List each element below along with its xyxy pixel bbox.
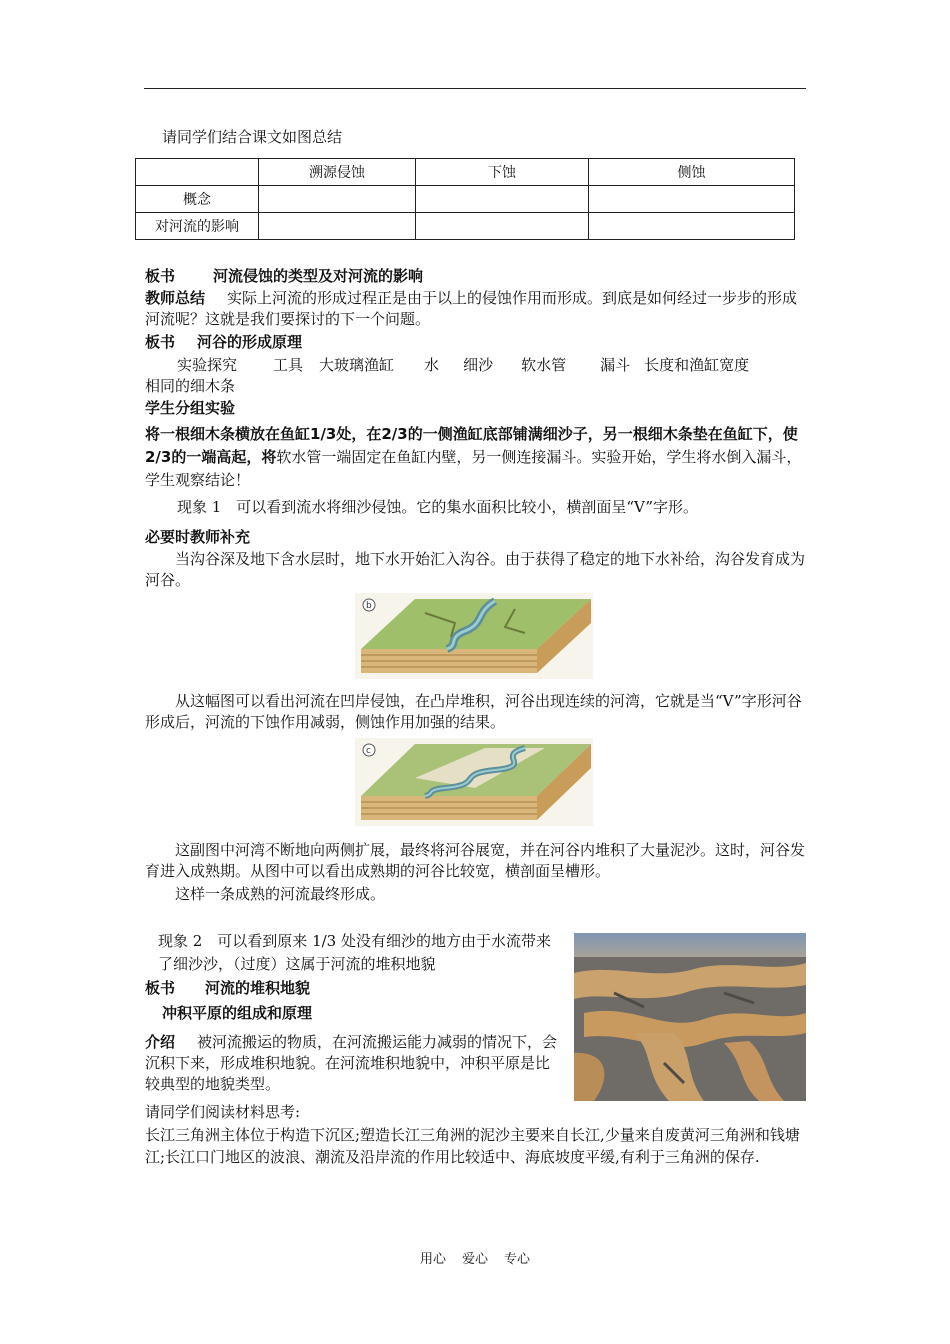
braided-river-photo	[574, 933, 806, 1101]
header-rule	[144, 88, 806, 89]
experiment-tools	[145, 355, 807, 376]
tool-item: 软水管	[521, 356, 567, 374]
tool-item: 水	[424, 356, 440, 374]
tool-item: 大玻璃渔缸	[319, 356, 395, 374]
valley-diagram-c	[355, 738, 593, 826]
intro-text: 请同学们结合课文如图总结	[162, 128, 343, 146]
board-tag: 板书	[145, 333, 176, 351]
table-header-cell	[136, 159, 259, 186]
supplement-text: 当沟谷深及地下含水层时，地下水开始汇入沟谷。由于获得了稳定的地下水补给，沟谷发育成为河谷。	[145, 550, 806, 589]
reading-prompt: 请同学们阅读材料思考:	[145, 1103, 301, 1121]
teacher-supplement-heading: 必要时教师补充	[145, 528, 251, 546]
table-header-cell: 溯源侵蚀	[259, 159, 416, 186]
tools-label: 工具	[273, 356, 304, 374]
table-row	[136, 186, 795, 213]
board-note-1	[145, 266, 807, 287]
board-title: 河流侵蚀的类型及对河流的影响	[213, 267, 424, 285]
table-cell	[589, 186, 795, 213]
phenomenon-1: 现象 1 可以看到流水将细沙侵蚀。它的集水面积比较小，横剖面呈“V”字形。	[177, 498, 699, 516]
figure-b-label: b	[366, 601, 372, 611]
table-cell	[259, 213, 416, 240]
introduction-text: 被河流搬运的物质，在河流搬运能力减弱的情况下，会沉积下来，形成堆积地貌。在河流堆积地貌中，冲积平原是比较典型的地貌类型。	[145, 1033, 558, 1093]
table-row-label: 对河流的影响	[136, 213, 259, 240]
formed-paragraph: 这样一条成熟的河流最终形成。	[175, 885, 386, 903]
reading-material: 长江三角洲主体位于构造下沉区;塑造长江三角洲的泥沙主要来自长江,少量来自废黄河三角洲和钱塘江;长江口门地区的波浪、潮流及沿岸流的作用比较适中、海底坡度平缓,有利于三角洲的保存.	[145, 1126, 800, 1166]
figure-c-label: c	[366, 746, 371, 756]
table-header-cell: 侧蚀	[589, 159, 795, 186]
experiment-tools-tail: 相同的细木条	[145, 377, 236, 395]
footer-word: 用心	[419, 1252, 446, 1267]
experiment-procedure	[145, 423, 807, 492]
tool-item: 长度和渔缸宽度	[644, 356, 750, 374]
introduction-tag: 介绍	[145, 1033, 176, 1051]
table-cell	[416, 186, 589, 213]
group-experiment-heading: 学生分组实验	[145, 399, 236, 417]
table-row-label: 概念	[136, 186, 259, 213]
table-header-row	[136, 159, 795, 186]
teacher-summary-text: 实际上河流的形成过程正是由于以上的侵蚀作用而形成。到底是如何经过一步步的形成河流呢？这就是我们要探讨的下一个问题。	[145, 289, 798, 328]
board-title: 河流的堆积地貌	[205, 979, 311, 997]
meander-paragraph: 从这幅图可以看出河流在凹岸侵蚀，在凸岸堆积，河谷出现连续的河湾，它就是当“V”字形河谷形成后，河流的下蚀作用减弱，侧蚀作用加强的结果。	[145, 692, 802, 731]
tool-item: 漏斗	[600, 356, 631, 374]
board-note-2	[145, 332, 807, 353]
valley-figure-c	[355, 738, 593, 826]
procedure-normal: 软水管一端固定在鱼缸内壁，另一侧连接漏斗。实验开始，学生将水倒入漏斗，学生观察结论！	[145, 448, 802, 489]
teacher-summary	[145, 288, 807, 330]
procedure-bold: 将一根细木条横放在鱼缸1/3处，在2/3的一侧渔缸底部铺满细沙子，另一根细木条垫在鱼缸下，使2/3的一端高起，将	[145, 425, 798, 466]
table-cell	[416, 213, 589, 240]
teacher-summary-tag: 教师总结	[145, 289, 206, 307]
introduction-paragraph	[145, 1032, 561, 1095]
table-cell	[589, 213, 795, 240]
aerial-river-image	[574, 933, 806, 1101]
page-footer	[0, 1248, 950, 1267]
table-row	[136, 213, 795, 240]
valley-diagram-b	[355, 593, 593, 679]
valley-figure-b	[355, 593, 593, 679]
summary-table	[135, 158, 795, 240]
footer-word: 爱心	[461, 1252, 488, 1267]
board-tag: 板书	[145, 979, 176, 997]
board-title: 河谷的形成原理	[197, 333, 303, 351]
board-tag: 板书	[145, 267, 176, 285]
footer-word: 专心	[504, 1252, 531, 1267]
table-header-cell: 下蚀	[416, 159, 589, 186]
experiment-label: 实验探究	[177, 356, 238, 374]
phenomenon-2: 现象 2 可以看到原来 1/3 处没有细沙的地方由于水流带来了细沙沙，（过度）这属于河流的堆积地貌	[158, 932, 551, 973]
tool-item: 细沙	[463, 356, 494, 374]
mature-paragraph: 这副图中河湾不断地向两侧扩展，最终将河谷展宽，并在河谷内堆积了大量泥沙。这时，河谷发育进入成熟期。从图中可以看出成熟期的河谷比较宽，横剖面呈槽形。	[145, 841, 806, 880]
alluvial-heading: 冲积平原的组成和原理	[162, 1004, 313, 1022]
table-cell	[259, 186, 416, 213]
